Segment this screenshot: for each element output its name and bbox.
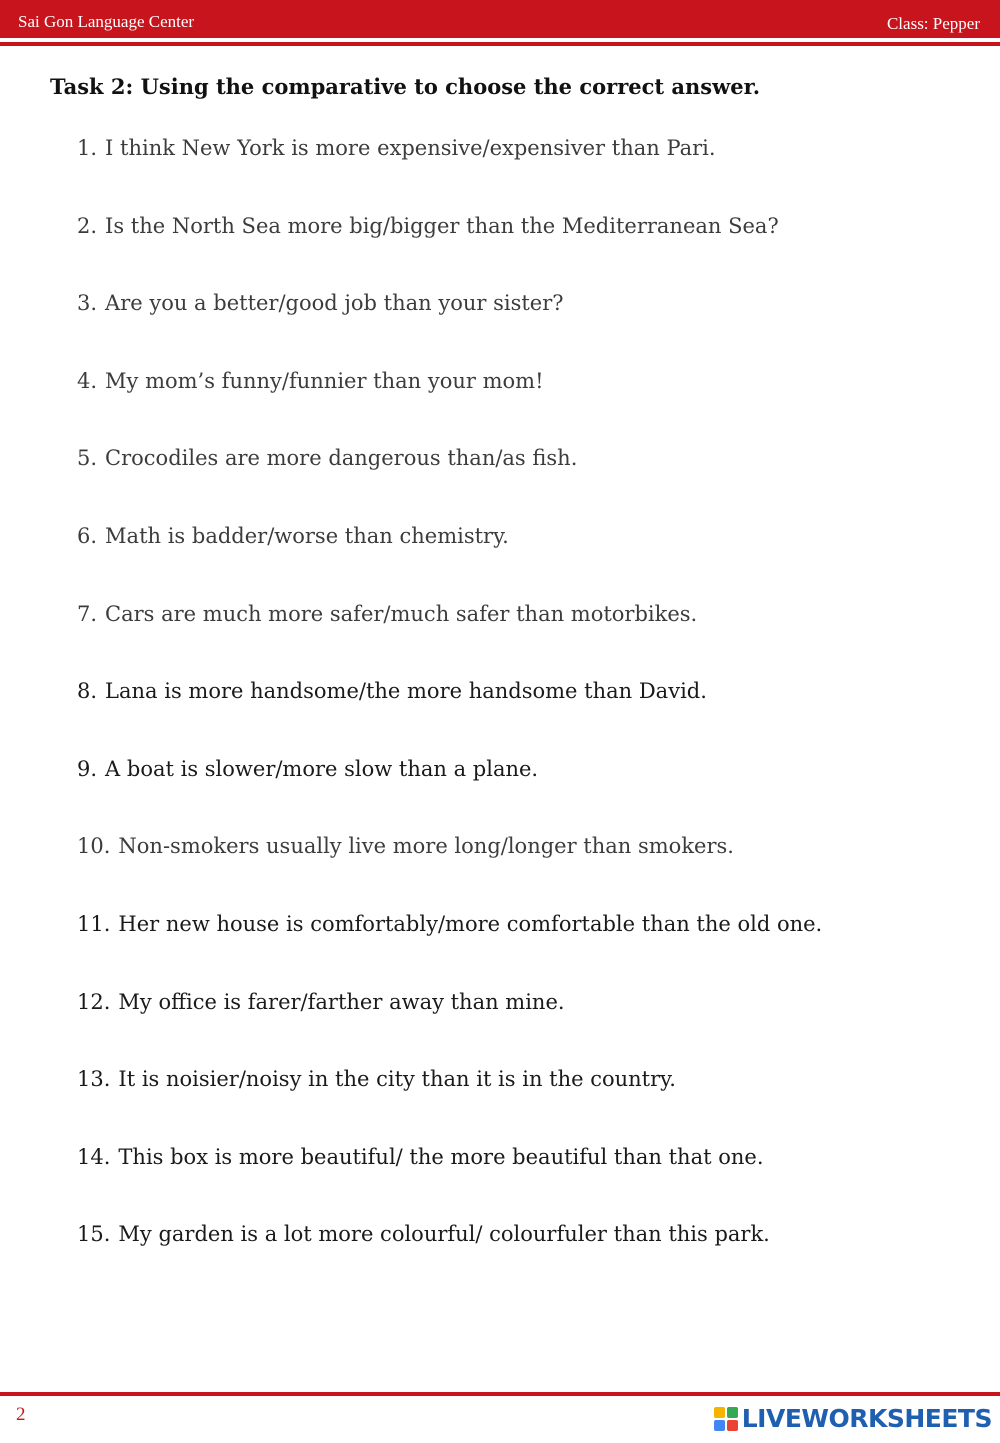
question-item [77, 361, 987, 439]
question-text: My garden is a lot more colourful/ colourfuler than this park. [118, 1222, 770, 1247]
question-text: My office is farer/farther away than mine. [118, 989, 565, 1014]
question-item [77, 904, 987, 982]
page-number: 2 [16, 1404, 26, 1425]
question-item [77, 1137, 987, 1215]
question-text: I think New York is more expensive/expensiver than Pari. [105, 136, 716, 160]
question-number: 11. [77, 911, 111, 936]
question-text: It is noisier/noisy in the city than it is in the country. [118, 1067, 676, 1092]
question-item [77, 594, 987, 672]
question-text: Are you a better/good job than your sister? [105, 291, 564, 316]
question-number: 8. [77, 679, 98, 704]
question-text: Lana is more handsome/the more handsome than David. [105, 679, 707, 704]
question-text: My mom’s funny/funnier than your mom! [105, 368, 544, 393]
footer-divider [0, 1392, 1000, 1396]
question-number: 13. [77, 1067, 111, 1092]
question-text: Non-smokers usually live more long/longer than smokers. [118, 834, 734, 859]
class-label: Class: Pepper [886, 14, 980, 33]
liveworksheets-logo-icon [714, 1407, 738, 1431]
question-text: Her new house is comfortably/more comfortable than the old one. [118, 911, 823, 936]
liveworksheets-brand [714, 1404, 992, 1433]
header-band [0, 0, 1000, 38]
question-text: Crocodiles are more dangerous than/as fish. [105, 446, 578, 471]
question-item [77, 671, 987, 749]
question-number: 3. [77, 291, 98, 316]
question-text: Math is badder/worse than chemistry. [105, 523, 509, 548]
question-item [77, 982, 987, 1060]
brand-name: LIVEWORKSHEETS [741, 1404, 992, 1433]
question-number: 1. [77, 136, 98, 160]
question-number: 12. [77, 989, 111, 1014]
header-divider [0, 42, 1000, 46]
question-text: This box is more beautiful/ the more beautiful than that one. [118, 1144, 764, 1169]
question-number: 5. [77, 446, 98, 471]
question-item [77, 1059, 987, 1137]
question-number: 9. [77, 756, 98, 781]
question-text: Cars are much more safer/much safer than motorbikes. [105, 601, 698, 626]
question-item [77, 206, 987, 284]
question-item [77, 438, 987, 516]
question-item [77, 516, 987, 594]
question-number: 4. [77, 368, 98, 393]
question-number: 10. [77, 834, 111, 859]
question-number: 15. [77, 1222, 111, 1247]
question-list [77, 128, 987, 1292]
question-text: A boat is slower/more slow than a plane. [105, 756, 539, 781]
question-number: 6. [77, 523, 98, 548]
question-item [77, 749, 987, 827]
question-number: 14. [77, 1144, 111, 1169]
question-text: Is the North Sea more big/bigger than the Mediterranean Sea? [105, 213, 779, 238]
question-item [77, 283, 987, 361]
question-item [77, 128, 987, 206]
task-title: Task 2: Using the comparative to choose the correct answer. [50, 74, 761, 99]
school-name: Sai Gon Language Center [18, 12, 195, 31]
question-number: 2. [77, 213, 98, 238]
question-item [77, 1214, 987, 1292]
question-item [77, 826, 987, 904]
question-number: 7. [77, 601, 98, 626]
